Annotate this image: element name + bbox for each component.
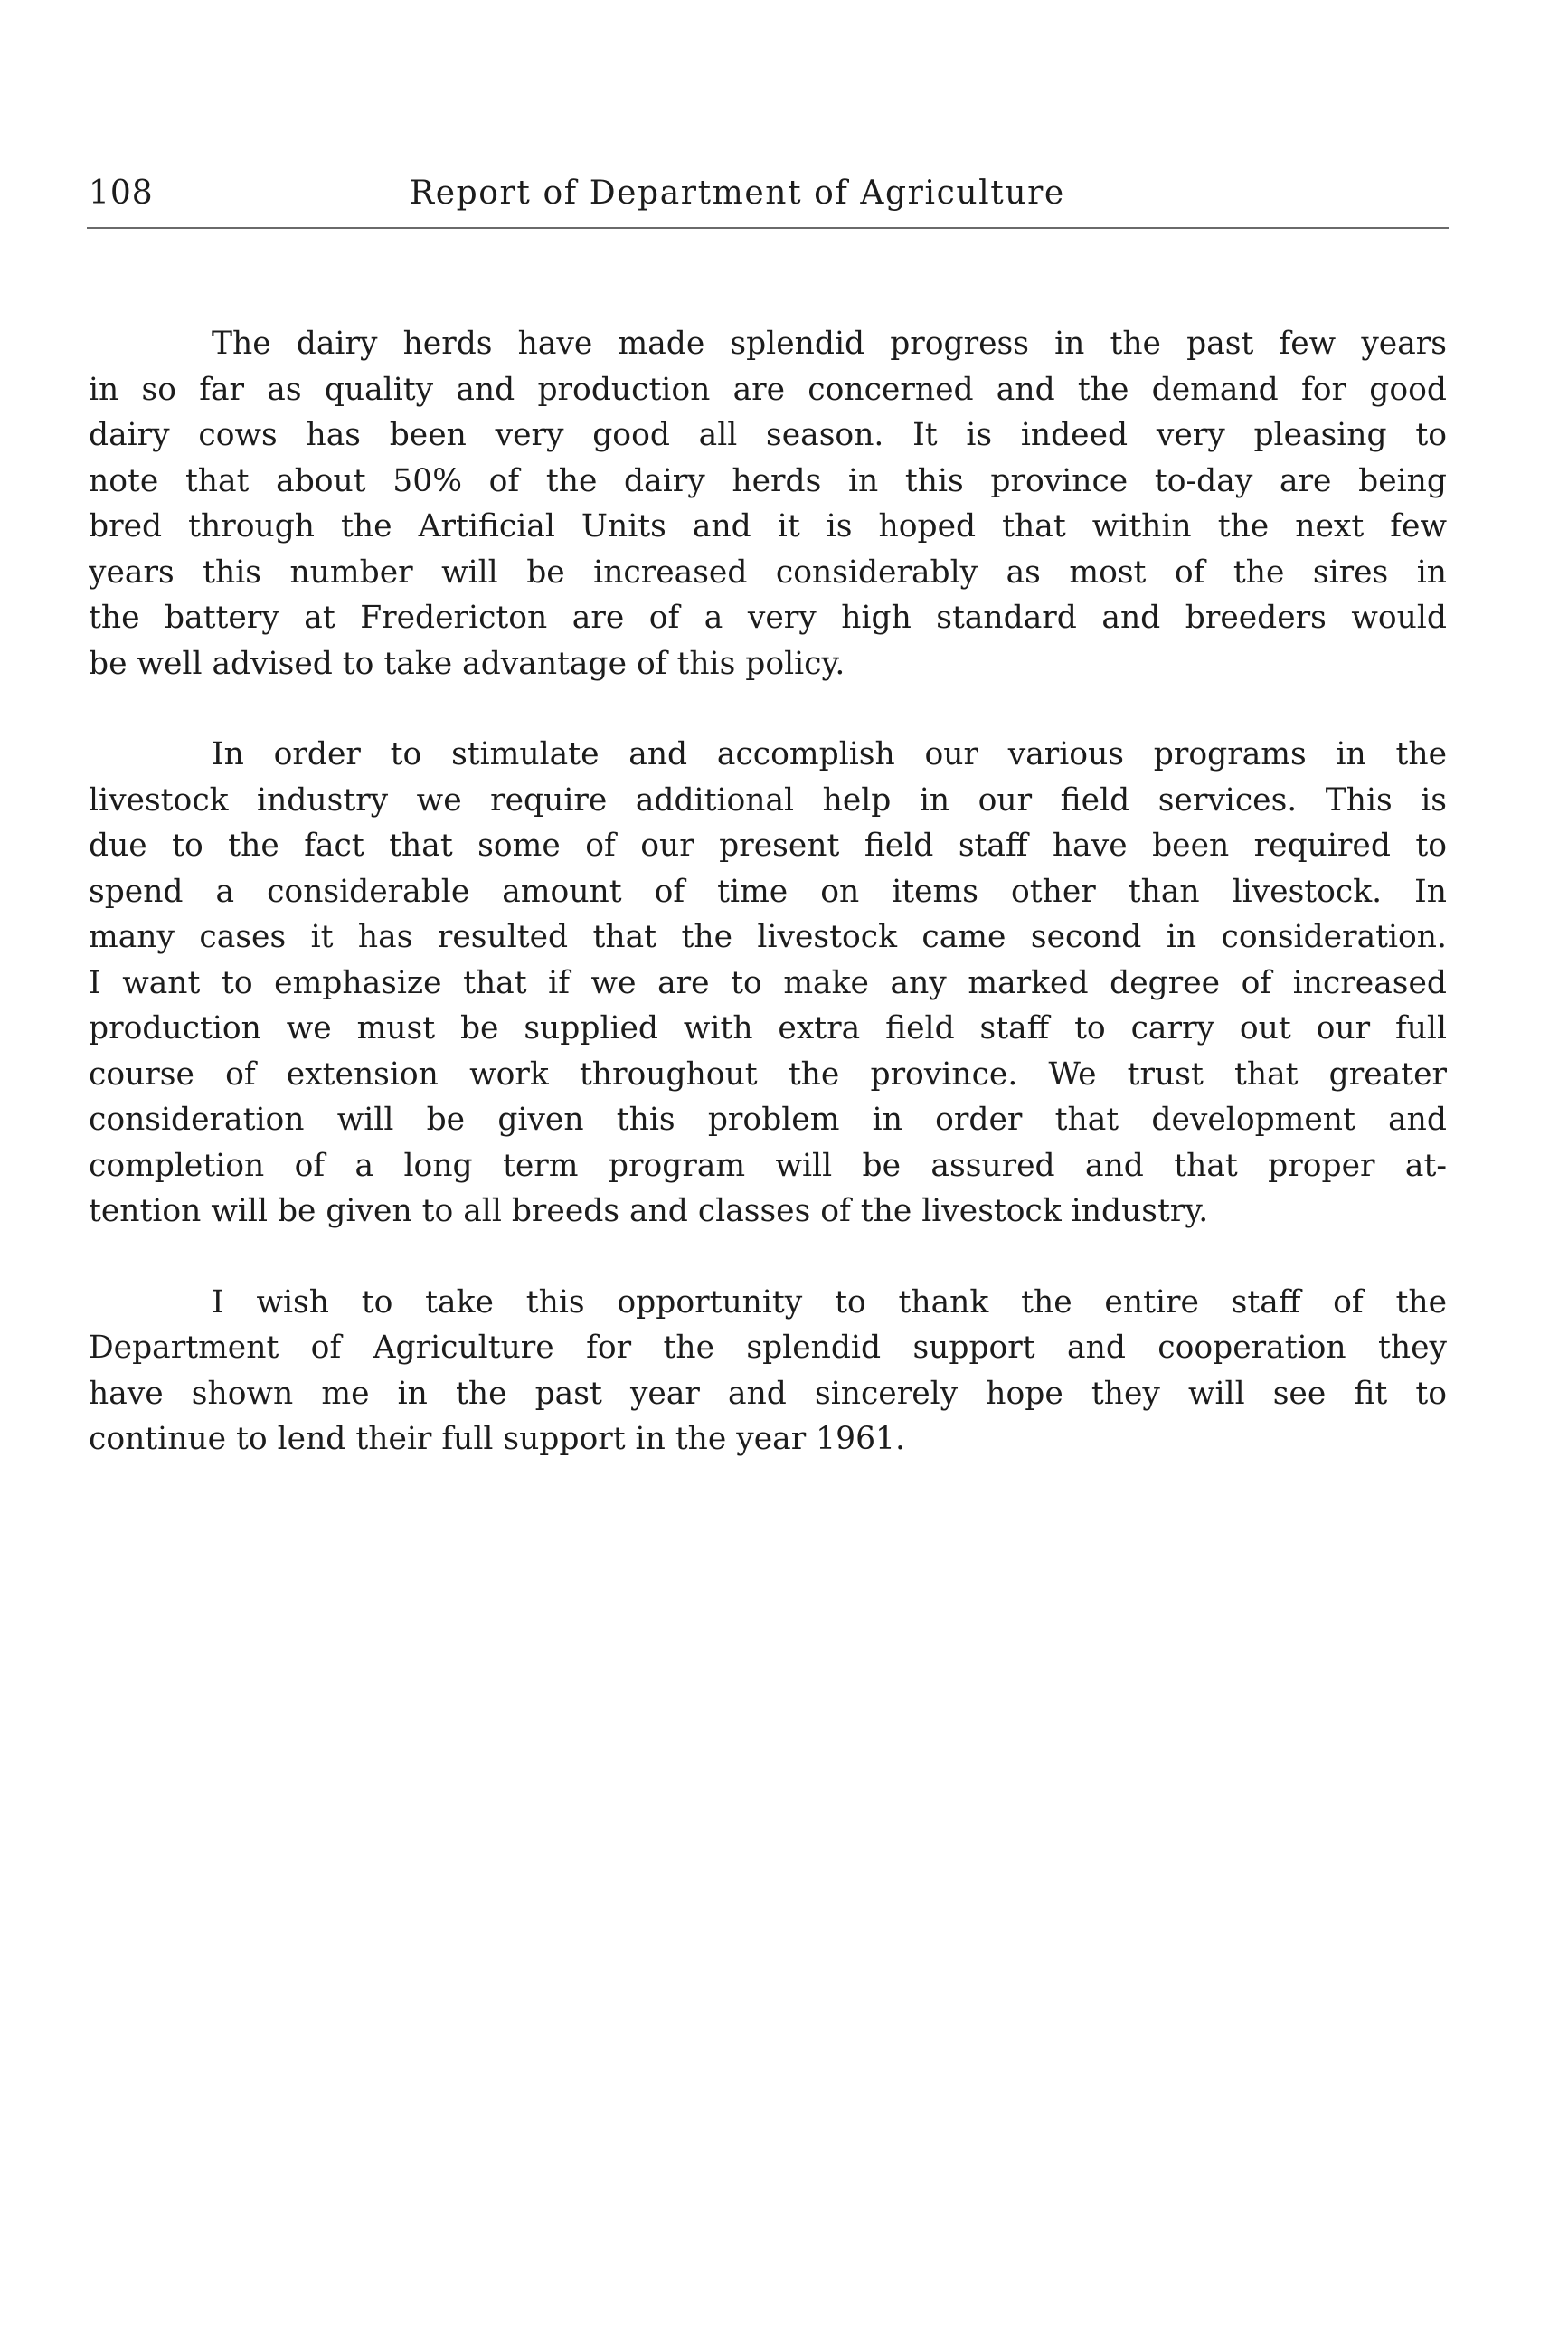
- text-line: due to the fact that some of our present field staff have been required to: [89, 828, 1447, 864]
- text-line: spend a considerable amount of time on items other than livestock. In: [89, 873, 1447, 910]
- text-line: I want to emphasize that if we are to make any marked degree of increased: [89, 964, 1447, 1001]
- header-rule: [87, 227, 1449, 229]
- page-number: 108: [89, 175, 154, 212]
- text-line: many cases it has resulted that the livestock came second in consideration.: [89, 919, 1447, 955]
- text-line: in so far as quality and production are concerned and the demand for good: [89, 371, 1447, 408]
- text-line: course of extension work throughout the province. We trust that greater: [89, 1056, 1447, 1093]
- text-line: have shown me in the past year and sincerely hope they will see fit to: [89, 1375, 1447, 1412]
- text-line: years this number will be increased considerably as most of the sires in: [89, 554, 1447, 591]
- text-line: bred through the Artificial Units and it is hoped that within the next few: [89, 508, 1447, 544]
- text-line: note that about 50% of the dairy herds in this province to-day are being: [89, 462, 1447, 499]
- paragraph-field-staff: [89, 732, 1447, 1235]
- text-line: The dairy herds have made splendid progress in the past few years: [212, 326, 1447, 362]
- text-line: production we must be supplied with extra field staff to carry out our full: [89, 1010, 1447, 1046]
- paragraph-dairy-herds: [89, 321, 1447, 686]
- paragraph-thanks: [89, 1280, 1447, 1463]
- running-title: Report of Department of Agriculture: [410, 175, 1065, 212]
- text-line: In order to stimulate and accomplish our various programs in the: [212, 736, 1447, 772]
- text-line: livestock industry we require additional help in our field services. This is: [89, 781, 1447, 819]
- text-line: be well advised to take advantage of this policy.: [89, 645, 845, 682]
- text-line: Department of Agriculture for the splendid support and cooperation they: [89, 1330, 1447, 1366]
- text-line: completion of a long term program will be assured and that proper at-: [89, 1147, 1447, 1184]
- text-line: continue to lend their full support in the year 1961.: [89, 1421, 905, 1457]
- text-line: I wish to take this opportunity to thank the entire staff of the: [212, 1283, 1447, 1321]
- text-line: consideration will be given this problem in order that development and: [89, 1102, 1447, 1138]
- text-line: the battery at Fredericton are of a very high standard and breeders would: [89, 600, 1447, 636]
- text-line: dairy cows has been very good all season. It is indeed very pleasing to: [89, 417, 1447, 453]
- text-line: tention will be given to all breeds and classes of the livestock industry.: [89, 1193, 1209, 1229]
- page-header: [89, 170, 1447, 217]
- body-text: [89, 321, 1447, 1508]
